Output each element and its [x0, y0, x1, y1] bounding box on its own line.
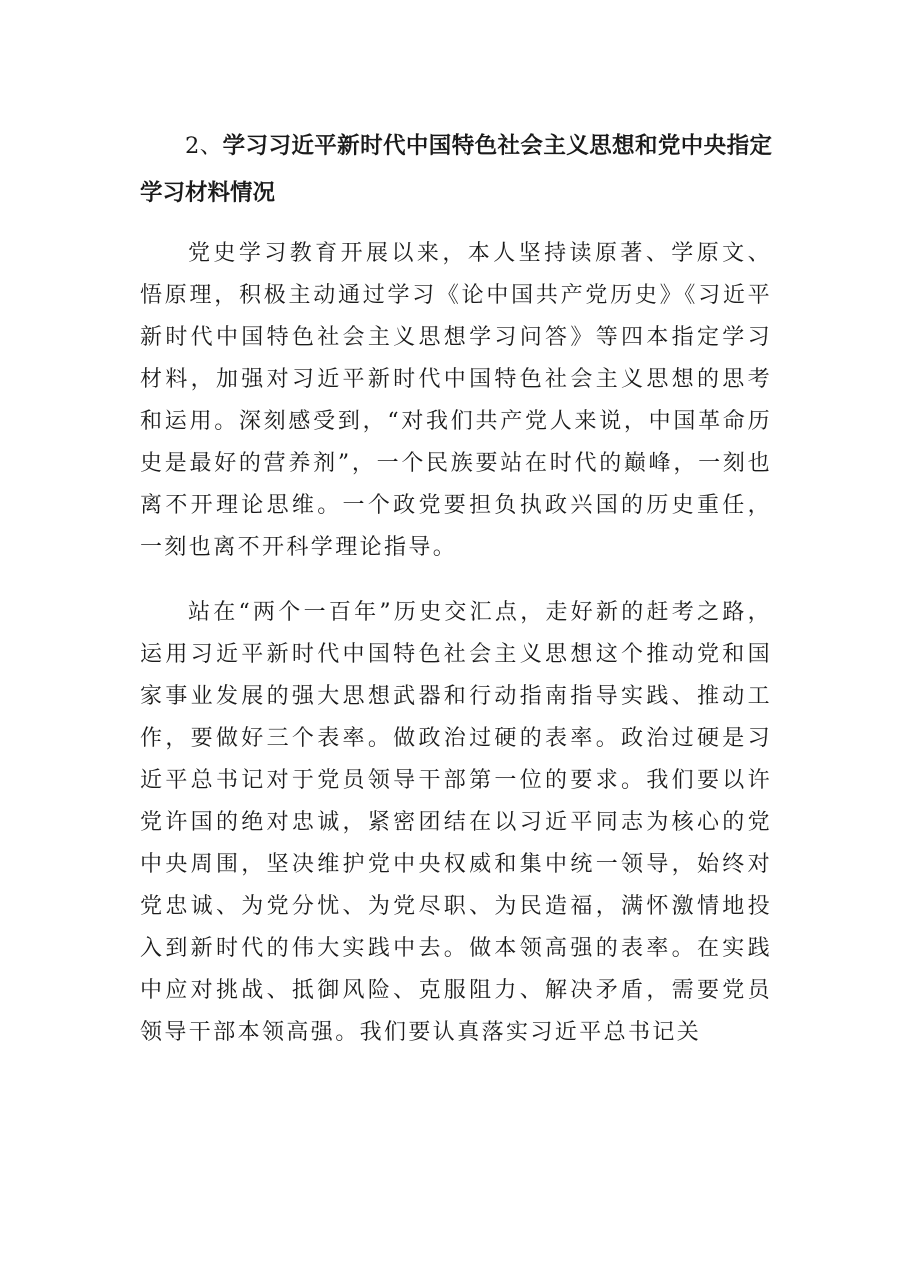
section-heading — [140, 123, 772, 217]
document-page — [140, 123, 772, 1077]
section-title: 学习习近平新时代中国特色社会主义思想和党中央指定学习材料情况 — [140, 133, 772, 206]
section-number: 2、 — [185, 133, 223, 159]
body-paragraph-2: 站在“两个一百年”历史交汇点，走好新的赶考之路，运用习近平新时代中国特色社会主义思想这个推动党和国家事业发展的强大思想武器和行动指南指导实践、推动工作，要做好三个表率。做政治过硬的表率。政治过硬是习近平总书记对于党员领导干部第一位的要求。我们要以许党许国的绝对忠诚，紧密团结在以习近平同志为核心的党中央周围，坚决维护党中央权威和集中统一领导，始终对党忠诚、为党分忧、为党尽职、为民造福，满怀激情地投入到新时代的伟大实践中去。做本领高强的表率。在实践中应对挑战、抵御风险、克服阻力、解决矛盾，需要党员领导干部本领高强。我们要认真落实习近平总书记关 — [140, 600, 772, 1045]
body-paragraph-1: 党史学习教育开展以来，本人坚持读原著、学原文、悟原理，积极主动通过学习《论中国共产党历史》《习近平新时代中国特色社会主义思想学习问答》等四本指定学习材料，加强对习近平新时代中国特色社会主义思想的思考和运用。深刻感受到，“对我们共产党人来说，中国革命历史是最好的营养剂”，一个民族要站在时代的巅峰，一刻也离不开理论思维。一个政党要担负执政兴国的历史重任，一刻也离不开科学理论指导。 — [140, 241, 772, 560]
